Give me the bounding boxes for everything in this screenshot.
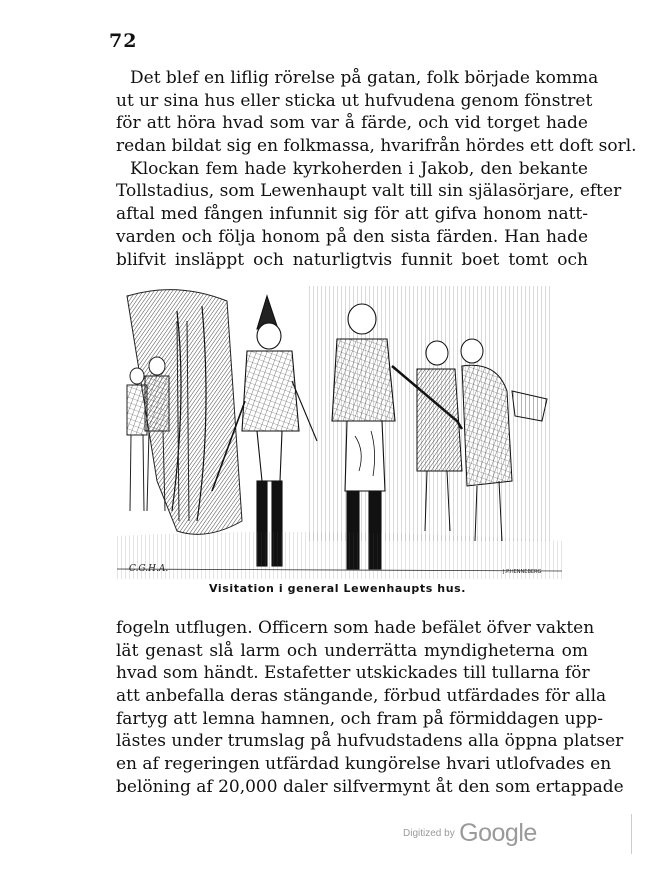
page-edge-mark bbox=[631, 814, 632, 854]
text-line: en af regeringen utfärdad kungörelse hvari utlofvades en bbox=[116, 754, 612, 775]
digitized-watermark bbox=[403, 819, 537, 848]
text-line: för att höra hvad som var å färde, och vid torget hade bbox=[116, 113, 588, 134]
text-line: ut ur sina hus eller sticka ut hufvudena genom fönstret bbox=[116, 90, 593, 111]
paragraph-block-bottom bbox=[116, 617, 624, 799]
watermark-prefix: Digitized by bbox=[403, 828, 455, 839]
text-line: belöning af 20,000 daler silfvermynt åt den som ertappade bbox=[116, 776, 624, 797]
text-line: Det blef en liflig rörelse på gatan, folk började komma bbox=[130, 68, 599, 88]
google-logo: Google bbox=[459, 819, 537, 847]
text-line: Klockan fem hade kyrkoherden i Jakob, den bekante bbox=[130, 158, 588, 179]
text-line: Tollstadius, som Lewenhaupt valt till sin själasörjare, efter bbox=[116, 181, 622, 202]
text-line: redan bildat sig en folkmassa, hvarifrån hördes ett doft sorl. bbox=[116, 136, 637, 157]
text-line: fartyg att lemna hamnen, och fram på förmiddagen upp- bbox=[116, 708, 604, 729]
text-line: blifvit insläppt och naturligtvis funnit boet tomt och bbox=[116, 249, 588, 270]
text-line: varden och följa honom på den sista färden. Han hade bbox=[116, 226, 588, 247]
text-line: lät genast slå larm och underrätta myndigheterna om bbox=[116, 640, 588, 661]
engraving-illustration bbox=[117, 281, 562, 579]
text-line: att anbefalla deras stängande, förbud utfärdades för alla bbox=[116, 686, 607, 707]
paragraph-block-top bbox=[116, 67, 637, 271]
engraver-signature-left: C.G.H.A. bbox=[129, 564, 169, 574]
text-line: lästes under trumslag på hufvudstadens alla öppna platser bbox=[116, 731, 624, 752]
figure-caption: Visitation i general Lewenhaupts hus. bbox=[208, 582, 467, 595]
engraver-signature-right: J.P.HENNEBERG bbox=[503, 569, 542, 575]
page-number: 72 bbox=[109, 30, 138, 52]
text-line: hvad som händt. Estafetter utskickades till tullarna för bbox=[116, 663, 590, 684]
text-line: fogeln utflugen. Officern som hade befälet öfver vakten bbox=[116, 618, 595, 638]
text-line: aftal med fången infunnit sig för att gifva honom natt- bbox=[116, 204, 588, 225]
